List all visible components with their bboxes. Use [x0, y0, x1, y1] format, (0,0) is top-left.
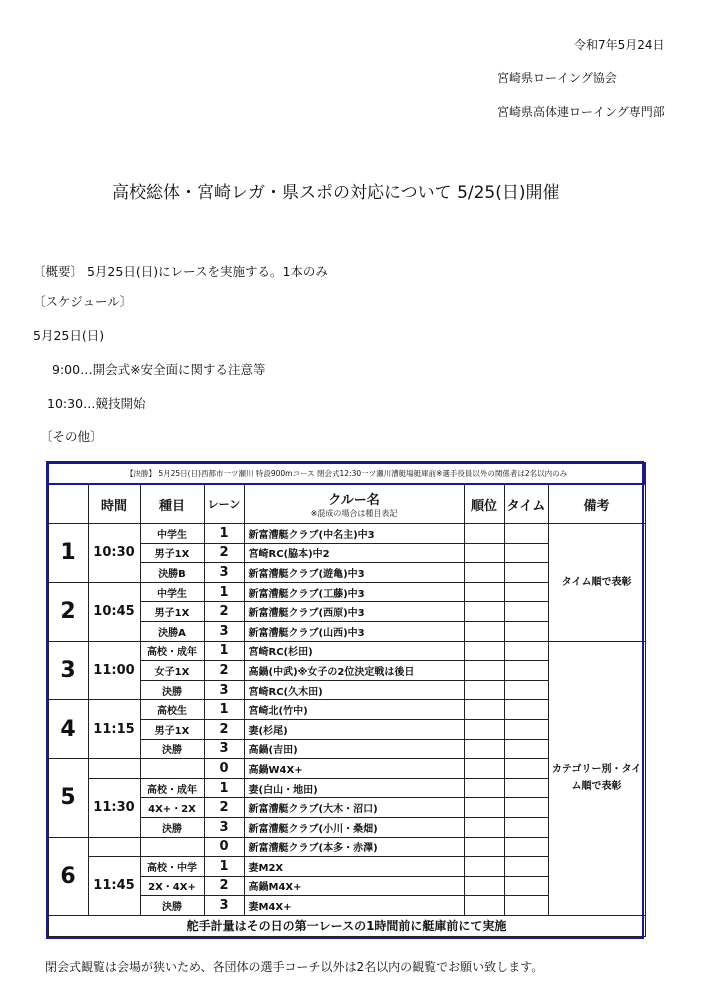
lane-number: 2: [204, 876, 244, 896]
header-crew-sub: ※混成の場合は種目表記: [310, 509, 398, 518]
crew-name: 妻M2X: [244, 857, 464, 877]
table-footer-row: [48, 915, 645, 936]
crew-name: 宮崎RC(久木田): [244, 680, 464, 700]
award-note: カテゴリー別・タイム順で表彰: [548, 641, 645, 915]
header-number: [48, 484, 88, 524]
race-event: 決勝: [140, 896, 204, 916]
rank-cell: [464, 778, 504, 798]
race-event: 決勝: [140, 817, 204, 837]
rank-cell: [464, 680, 504, 700]
race-number: 6: [48, 837, 88, 915]
table-banner: 【決勝】 5月25日(日)西都市一ツ瀬川 特設900mコース 閉会式12:30一ツ瀬川漕艇場艇庫前※選手役員以外の関係者は2名以内のみ: [48, 463, 645, 484]
coxswain-weighing-note: 舵手計量はその日の第一レースの1時間前に艇庫前にて実施: [48, 915, 645, 936]
lane-number: 1: [204, 857, 244, 877]
timing-cell: [504, 778, 548, 798]
rank-cell: [464, 817, 504, 837]
timing-cell: [504, 602, 548, 622]
issuer-org-1: 宮崎県ローイング協会: [497, 71, 617, 85]
rank-cell: [464, 602, 504, 622]
lane-number: 3: [204, 739, 244, 759]
schedule-label: 〔スケジュール〕: [33, 294, 133, 309]
issuer-org-2: 宮崎県高体連ローイング専門部: [497, 105, 665, 119]
schedule-item-opening: 9:00…開会式※安全面に関する注意等: [52, 362, 266, 377]
header-crew-label: クルー名: [328, 493, 380, 508]
header-timing: タイム: [504, 484, 548, 524]
lane-number: 3: [204, 896, 244, 916]
lane-number: 2: [204, 602, 244, 622]
crew-name: 新富漕艇クラブ(遊亀)中3: [244, 563, 464, 583]
race-time: 10:45: [88, 582, 140, 641]
race-number: 2: [48, 582, 88, 641]
rank-cell: [464, 543, 504, 563]
rank-cell: [464, 876, 504, 896]
lane-number: 1: [204, 582, 244, 602]
race-event: 女子1X: [140, 661, 204, 681]
crew-name: 高鍋M4X+: [244, 876, 464, 896]
lane-number: 1: [204, 641, 244, 661]
race-number: 5: [48, 759, 88, 837]
timing-cell: [504, 641, 548, 661]
race-event: 2X・4X+: [140, 876, 204, 896]
race-event: 中学生: [140, 524, 204, 544]
rank-cell: [464, 661, 504, 681]
lane-number: 2: [204, 798, 244, 818]
timing-cell: [504, 739, 548, 759]
timing-cell: [504, 896, 548, 916]
crew-name: 新富漕艇クラブ(本多・赤澤): [244, 837, 464, 857]
timing-cell: [504, 876, 548, 896]
race-number: 3: [48, 641, 88, 700]
timing-cell: [504, 759, 548, 779]
lane-number: 3: [204, 680, 244, 700]
lane-number: 0: [204, 759, 244, 779]
timing-cell: [504, 543, 548, 563]
lane-number: 3: [204, 817, 244, 837]
race-number: 4: [48, 700, 88, 759]
timing-cell: [504, 563, 548, 583]
table-header-row: [48, 484, 645, 524]
crew-name: 妻(杉尾): [244, 719, 464, 739]
document-title: 高校総体・宮崎レガ・県スポの対応について 5/25(日)開催: [112, 183, 560, 203]
race-event: 高校・中学: [140, 857, 204, 877]
race-event: 高校生: [140, 700, 204, 720]
crew-name: 妻M4X+: [244, 896, 464, 916]
race-event: 中学生: [140, 582, 204, 602]
overview-text: 〔概要〕 5月25日(日)にレースを実施する。1本のみ: [33, 264, 328, 279]
race-schedule-table: [47, 462, 646, 937]
crew-name: 高鍋(中武)※女子の2位決定戦は後日: [244, 661, 464, 681]
race-time: 10:30: [88, 524, 140, 583]
race-event: 4X+・2X: [140, 798, 204, 818]
race-event: 決勝: [140, 680, 204, 700]
rank-cell: [464, 700, 504, 720]
crew-name: 新富漕艇クラブ(山西)中3: [244, 621, 464, 641]
lane-number: 1: [204, 700, 244, 720]
race-event: 決勝A: [140, 621, 204, 641]
rank-cell: [464, 759, 504, 779]
race-number: 1: [48, 524, 88, 583]
header-lane: レーン: [204, 484, 244, 524]
race-time: 11:45: [88, 857, 140, 916]
race-event: 高校・成年: [140, 641, 204, 661]
crew-name: 宮崎北(竹中): [244, 700, 464, 720]
crew-name: 高鍋(吉田): [244, 739, 464, 759]
timing-cell: [504, 719, 548, 739]
race-time-blank: [88, 837, 140, 857]
crew-name: 新富漕艇クラブ(中名主)中3: [244, 524, 464, 544]
race-event: 男子1X: [140, 719, 204, 739]
timing-cell: [504, 837, 548, 857]
race-time: 11:00: [88, 641, 140, 700]
race-time-blank: [88, 759, 140, 779]
lane-number: 2: [204, 719, 244, 739]
timing-cell: [504, 621, 548, 641]
rank-cell: [464, 641, 504, 661]
lane-number: 2: [204, 661, 244, 681]
race-event: [140, 837, 204, 857]
crew-name: 新富漕艇クラブ(大木・沼口): [244, 798, 464, 818]
lane-number: 3: [204, 621, 244, 641]
race-event: 決勝B: [140, 563, 204, 583]
award-note: タイム順で表彰: [548, 524, 645, 642]
lane-number: 1: [204, 778, 244, 798]
lane-number: 2: [204, 543, 244, 563]
timing-cell: [504, 524, 548, 544]
crew-name: 妻(白山・地田): [244, 778, 464, 798]
header-notes: 備考: [548, 484, 645, 524]
rank-cell: [464, 857, 504, 877]
timing-cell: [504, 857, 548, 877]
race-event: 決勝: [140, 739, 204, 759]
race-time: 11:30: [88, 778, 140, 837]
header-event: 種目: [140, 484, 204, 524]
rank-cell: [464, 524, 504, 544]
closing-note: 閉会式観覧は会場が狭いため、各団体の選手コーチ以外は2名以内の観覧でお願い致します。: [45, 960, 544, 974]
other-label: 〔その他〕: [40, 429, 103, 444]
race-event: [140, 759, 204, 779]
timing-cell: [504, 582, 548, 602]
timing-cell: [504, 680, 548, 700]
rank-cell: [464, 837, 504, 857]
race-event: 高校・成年: [140, 778, 204, 798]
table-row: [48, 641, 645, 661]
rank-cell: [464, 563, 504, 583]
crew-name: 新富漕艇クラブ(工藤)中3: [244, 582, 464, 602]
race-event: 男子1X: [140, 602, 204, 622]
schedule-item-start: 10:30…競技開始: [47, 396, 146, 411]
rank-cell: [464, 896, 504, 916]
race-time: 11:15: [88, 700, 140, 759]
lane-number: 3: [204, 563, 244, 583]
table-row: [48, 524, 645, 544]
crew-name: 新富漕艇クラブ(小川・桑畑): [244, 817, 464, 837]
timing-cell: [504, 661, 548, 681]
lane-number: 0: [204, 837, 244, 857]
rank-cell: [464, 739, 504, 759]
document-date: 令和7年5月24日: [574, 38, 665, 52]
header-rank: 順位: [464, 484, 504, 524]
timing-cell: [504, 817, 548, 837]
rank-cell: [464, 621, 504, 641]
lane-number: 1: [204, 524, 244, 544]
crew-name: 新富漕艇クラブ(西原)中3: [244, 602, 464, 622]
timing-cell: [504, 798, 548, 818]
crew-name: 高鍋W4X+: [244, 759, 464, 779]
rank-cell: [464, 719, 504, 739]
timing-cell: [504, 700, 548, 720]
race-event: 男子1X: [140, 543, 204, 563]
rank-cell: [464, 798, 504, 818]
header-crew: [244, 484, 464, 524]
header-time: 時間: [88, 484, 140, 524]
crew-name: 宮崎RC(脇本)中2: [244, 543, 464, 563]
rank-cell: [464, 582, 504, 602]
schedule-day: 5月25日(日): [33, 328, 105, 343]
crew-name: 宮崎RC(杉田): [244, 641, 464, 661]
